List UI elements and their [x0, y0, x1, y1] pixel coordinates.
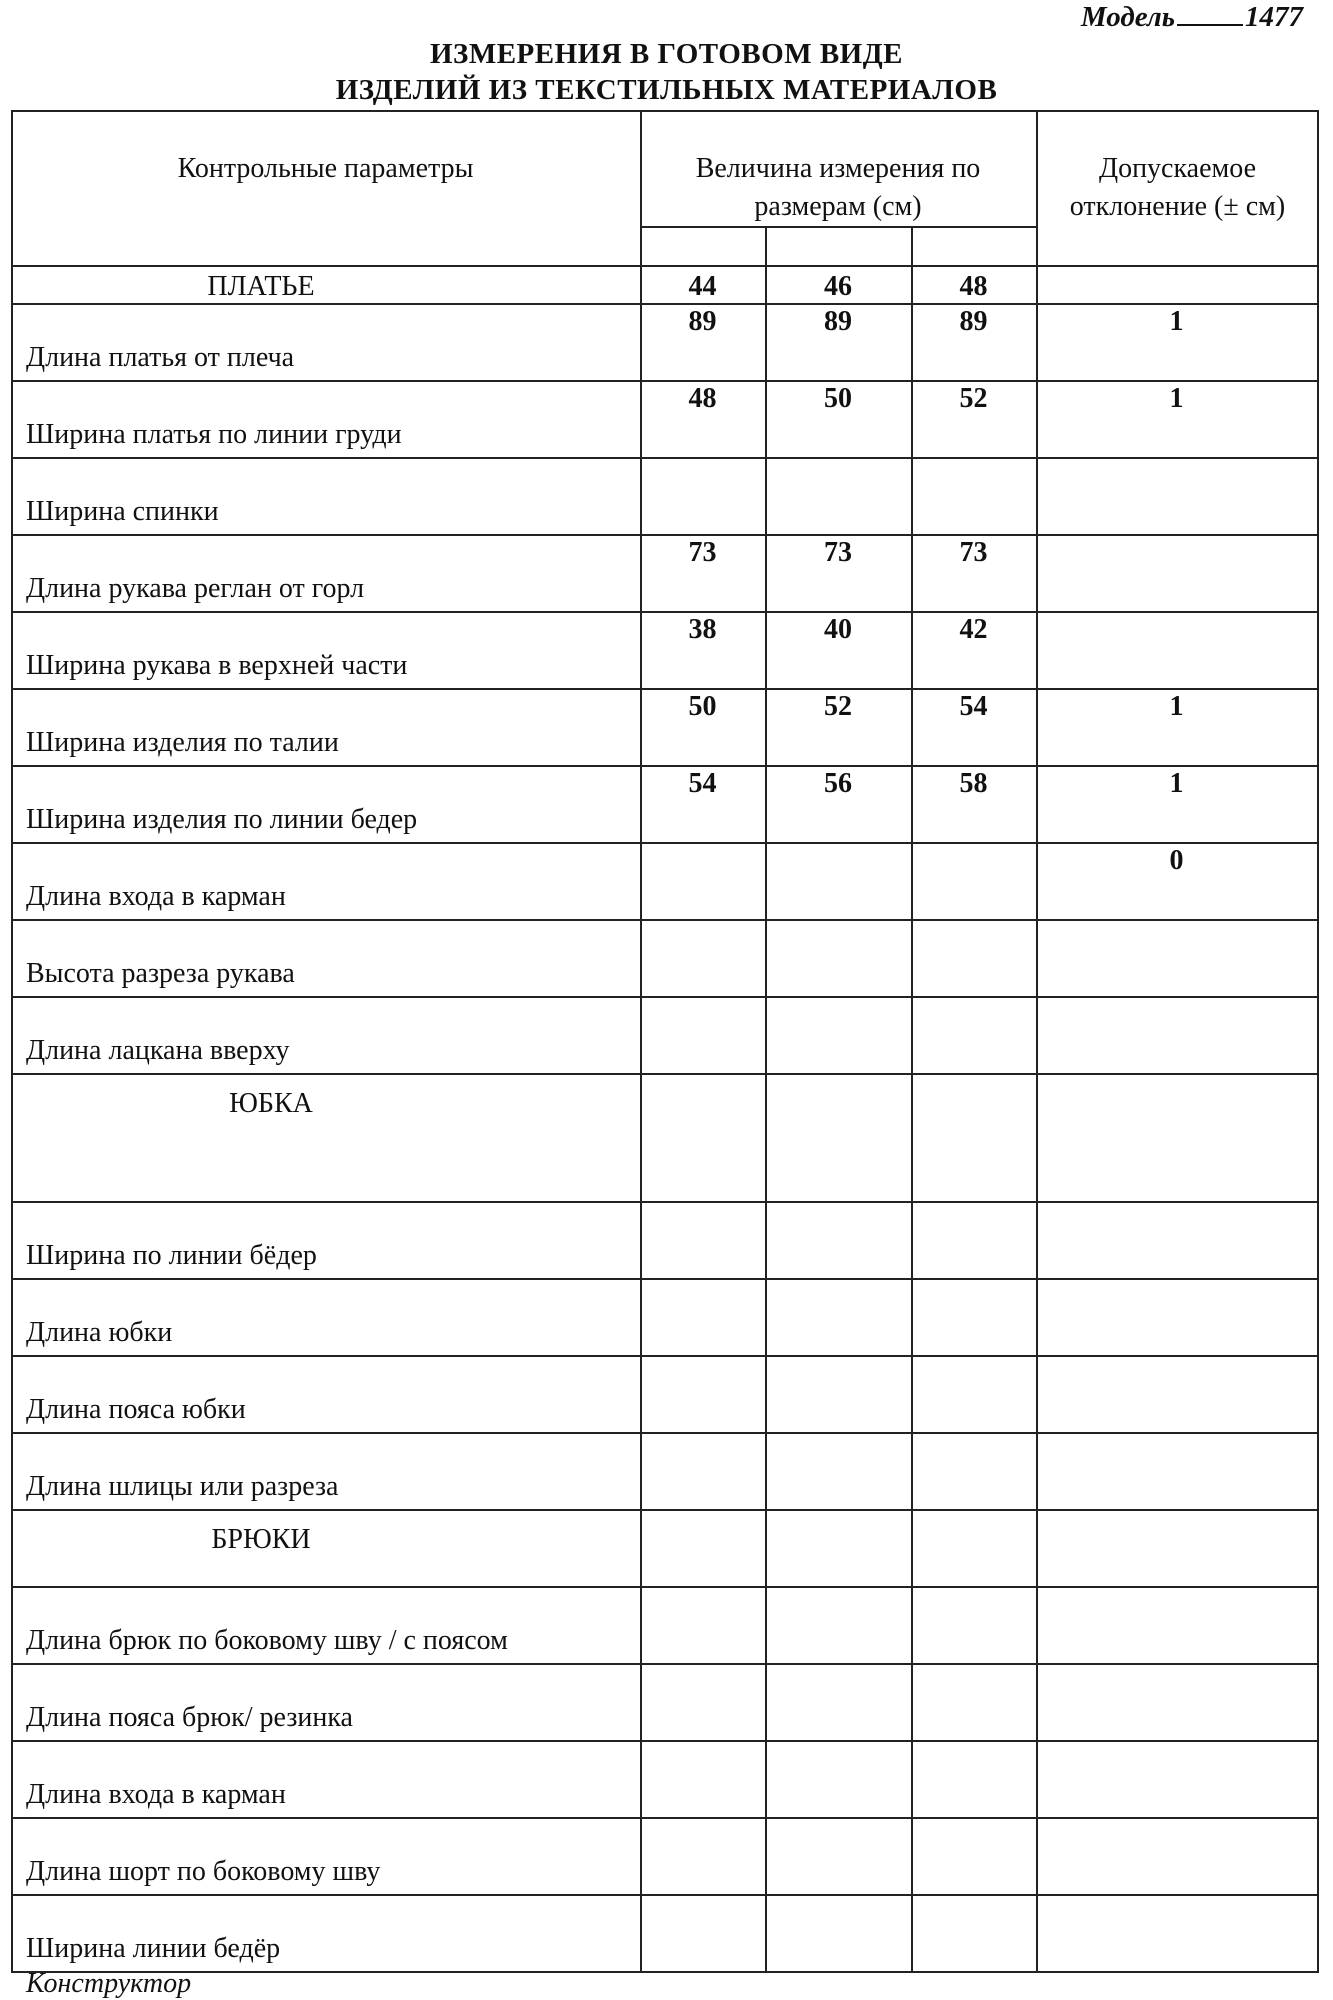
document-title-line-1: ИЗМЕРЕНИЯ В ГОТОВОМ ВИДЕ — [429, 38, 904, 70]
table-horizontal-rule — [11, 1201, 1319, 1203]
row-value: 73 — [959, 537, 988, 568]
row-label: Ширина по линии бёдер — [26, 1240, 317, 1271]
row-value: 73 — [688, 537, 717, 568]
row-value: 48 — [688, 383, 717, 414]
header-subrule — [640, 226, 1036, 228]
row-label: Длина брюк по боковому шву / с поясом — [26, 1625, 508, 1656]
row-value: 58 — [959, 768, 988, 799]
table-horizontal-rule — [11, 1509, 1319, 1511]
row-value: 50 — [824, 383, 852, 414]
row-value: 89 — [959, 306, 988, 337]
table-horizontal-rule — [11, 1817, 1319, 1819]
table-horizontal-rule — [11, 1355, 1319, 1357]
table-vertical-rule — [1317, 110, 1319, 1973]
row-value: 52 — [959, 383, 988, 414]
row-label: Ширина изделия по линии бедер — [26, 804, 418, 835]
row-tolerance: 1 — [1169, 691, 1184, 722]
section-skirt: ЮБКА — [229, 1088, 313, 1119]
row-label: Ширина линии бедёр — [26, 1933, 281, 1964]
row-value: 54 — [688, 768, 717, 799]
table-horizontal-rule — [11, 110, 1319, 112]
document-title-line-2: ИЗДЕЛИЙ ИЗ ТЕКСТИЛЬНЫХ МАТЕРИАЛОВ — [335, 74, 998, 106]
row-label: Ширина рукава в верхней части — [26, 650, 408, 681]
row-value: 40 — [824, 614, 852, 645]
row-label: Длина пояса брюк/ резинка — [26, 1702, 353, 1733]
size-46: 46 — [824, 271, 852, 302]
row-value: 42 — [959, 614, 988, 645]
size-48: 48 — [959, 271, 988, 302]
row-label: Длина шорт по боковому шву — [26, 1856, 381, 1887]
row-label: Длина входа в карман — [26, 1779, 286, 1810]
table-vertical-rule — [911, 226, 913, 1973]
table-horizontal-rule — [11, 457, 1319, 459]
header-tolerance: Допускаемое отклонение (± см) — [1069, 153, 1286, 222]
size-44: 44 — [688, 271, 717, 302]
table-horizontal-rule — [11, 1663, 1319, 1665]
row-label: Длина юбки — [26, 1317, 173, 1348]
table-horizontal-rule — [11, 1278, 1319, 1280]
table-horizontal-rule — [11, 919, 1319, 921]
row-label: Длина платья от плеча — [26, 342, 295, 373]
row-tolerance: 1 — [1169, 768, 1184, 799]
model-number — [1081, 0, 1303, 34]
row-label: Длина рукава реглан от горл — [26, 573, 365, 604]
row-value: 56 — [824, 768, 852, 799]
table-horizontal-rule — [11, 1971, 1319, 1973]
table-horizontal-rule — [11, 996, 1319, 998]
row-value: 89 — [688, 306, 717, 337]
section-trousers: БРЮКИ — [211, 1524, 311, 1555]
model-value: 1477 — [1245, 1, 1303, 33]
table-vertical-rule — [765, 226, 767, 1973]
table-horizontal-rule — [11, 1894, 1319, 1896]
row-tolerance: 1 — [1169, 306, 1184, 337]
row-value: 54 — [959, 691, 988, 722]
table-horizontal-rule — [11, 1073, 1319, 1075]
row-label: Длина лацкана вверху — [26, 1035, 290, 1066]
table-horizontal-rule — [11, 1740, 1319, 1742]
header-params: Контрольные параметры — [177, 153, 474, 184]
row-label: Высота разреза рукава — [26, 958, 295, 989]
row-label: Ширина изделия по талии — [26, 727, 339, 758]
table-vertical-rule — [11, 110, 13, 1973]
row-label: Ширина платья по линии груди — [26, 419, 402, 450]
header-values: Величина измерения по размерам (см) — [695, 153, 981, 222]
row-value: 73 — [824, 537, 852, 568]
section-dress: ПЛАТЬЕ — [207, 271, 315, 302]
row-tolerance: 1 — [1169, 383, 1184, 414]
footer-constructor: Конструктор — [26, 1968, 192, 1999]
measurements-table — [11, 110, 1319, 1982]
table-horizontal-rule — [11, 1432, 1319, 1434]
row-label: Длина входа в карман — [26, 881, 286, 912]
row-value: 89 — [824, 306, 852, 337]
row-tolerance: 0 — [1169, 845, 1184, 876]
table-horizontal-rule — [11, 1586, 1319, 1588]
row-value: 38 — [688, 614, 717, 645]
row-label: Длина шлицы или разреза — [26, 1471, 339, 1502]
row-label: Ширина спинки — [26, 496, 219, 527]
model-blank-line — [1177, 0, 1243, 26]
row-value: 50 — [688, 691, 717, 722]
model-prefix: Модель — [1080, 1, 1175, 33]
row-label: Длина пояса юбки — [26, 1394, 246, 1425]
row-value: 52 — [824, 691, 852, 722]
table-horizontal-rule — [11, 265, 1319, 267]
